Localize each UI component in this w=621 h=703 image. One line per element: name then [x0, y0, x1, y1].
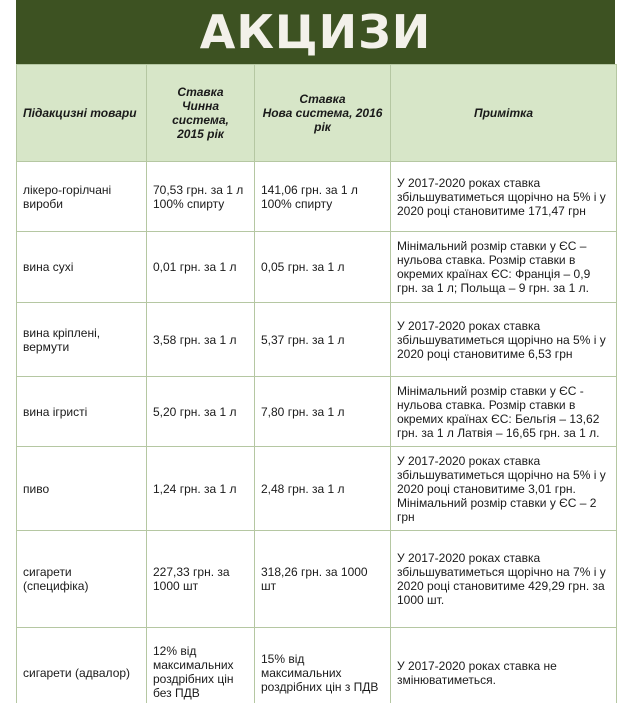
cell-current-rate: 0,01 грн. за 1 л: [147, 232, 255, 303]
cell-goods: лікеро-горілчані вироби: [17, 162, 147, 232]
table-row: [17, 447, 617, 531]
cell-note: У 2017-2020 роках ставка збільшуватиметься щорічно на 7% і у 2020 році становитиме 429,29 грн. за 1000 шт.: [391, 531, 617, 628]
table-row: [17, 232, 617, 303]
cell-current-rate: 3,58 грн. за 1 л: [147, 303, 255, 377]
cell-new-rate: 5,37 грн. за 1 л: [255, 303, 391, 377]
cell-current-rate: 12% від максимальних роздрібних цін без ПДВ: [147, 628, 255, 703]
header-current-rate-label: Ставка Чинна система, 2015 рік: [172, 85, 229, 141]
cell-current-rate: 70,53 грн. за 1 л 100% спирту: [147, 162, 255, 232]
cell-note: Мінімальний розмір ставки у ЄС – нульова ставка. Розмір ставки в окремих країнах ЄС: Франція – 0,9 грн. за 1 л; Польща – 9 грн. за 1 л.: [391, 232, 617, 303]
cell-note: У 2017-2020 роках ставка не змінюватиметься.: [391, 628, 617, 703]
cell-new-rate: 7,80 грн. за 1 л: [255, 377, 391, 447]
cell-new-rate: 141,06 грн. за 1 л 100% спирту: [255, 162, 391, 232]
cell-note: У 2017-2020 роках ставка збільшуватиметься щорічно на 5% і у 2020 році становитиме 6,53 грн: [391, 303, 617, 377]
cell-current-rate: 1,24 грн. за 1 л: [147, 447, 255, 531]
table-row: [17, 531, 617, 628]
cell-goods: вина сухі: [17, 232, 147, 303]
title-banner: [16, 0, 615, 64]
header-new-rate: [255, 65, 391, 162]
cell-goods: вина ігристі: [17, 377, 147, 447]
table-row: [17, 303, 617, 377]
cell-goods: пиво: [17, 447, 147, 531]
page-title: АКЦИЗИ: [199, 5, 432, 59]
cell-new-rate: 15% від максимальних роздрібних цін з ПДВ: [255, 628, 391, 703]
cell-note: Мінімальний розмір ставки у ЄС - нульова ставка. Розмір ставки в окремих країнах ЄС: Бельгія – 13,62 грн. за 1 л Латвія – 16,65 грн. за 1 л.: [391, 377, 617, 447]
header-goods: [17, 65, 147, 162]
header-goods-label: Підакцизні товари: [23, 106, 137, 120]
cell-note: У 2017-2020 роках ставка збільшуватиметься щорічно на 5% і у 2020 році становитиме 171,47 грн: [391, 162, 617, 232]
cell-new-rate: 0,05 грн. за 1 л: [255, 232, 391, 303]
table-row: [17, 162, 617, 232]
excise-table: [16, 64, 617, 703]
header-row: [17, 65, 617, 162]
header-new-rate-label: Ставка Нова система, 2016 рік: [262, 92, 383, 134]
cell-goods: сигарети (специфіка): [17, 531, 147, 628]
left-margin: [0, 0, 16, 703]
table-row: [17, 377, 617, 447]
cell-new-rate: 2,48 грн. за 1 л: [255, 447, 391, 531]
cell-note: У 2017-2020 роках ставка збільшуватиметься щорічно на 5% і у 2020 році становитиме 3,01 грн. Мінімальний розмір ставки у ЄС – 2 грн: [391, 447, 617, 531]
cell-current-rate: 5,20 грн. за 1 л: [147, 377, 255, 447]
table-header: [17, 65, 617, 162]
cell-goods: вина кріплені, вермути: [17, 303, 147, 377]
table-row: [17, 628, 617, 703]
header-note-label: Примітка: [473, 106, 534, 120]
cell-current-rate: 227,33 грн. за 1000 шт: [147, 531, 255, 628]
header-note: [391, 65, 617, 162]
table-body: [17, 162, 617, 703]
cell-goods: сигарети (адвалор): [17, 628, 147, 703]
cell-new-rate: 318,26 грн. за 1000 шт: [255, 531, 391, 628]
header-current-rate: [147, 65, 255, 162]
